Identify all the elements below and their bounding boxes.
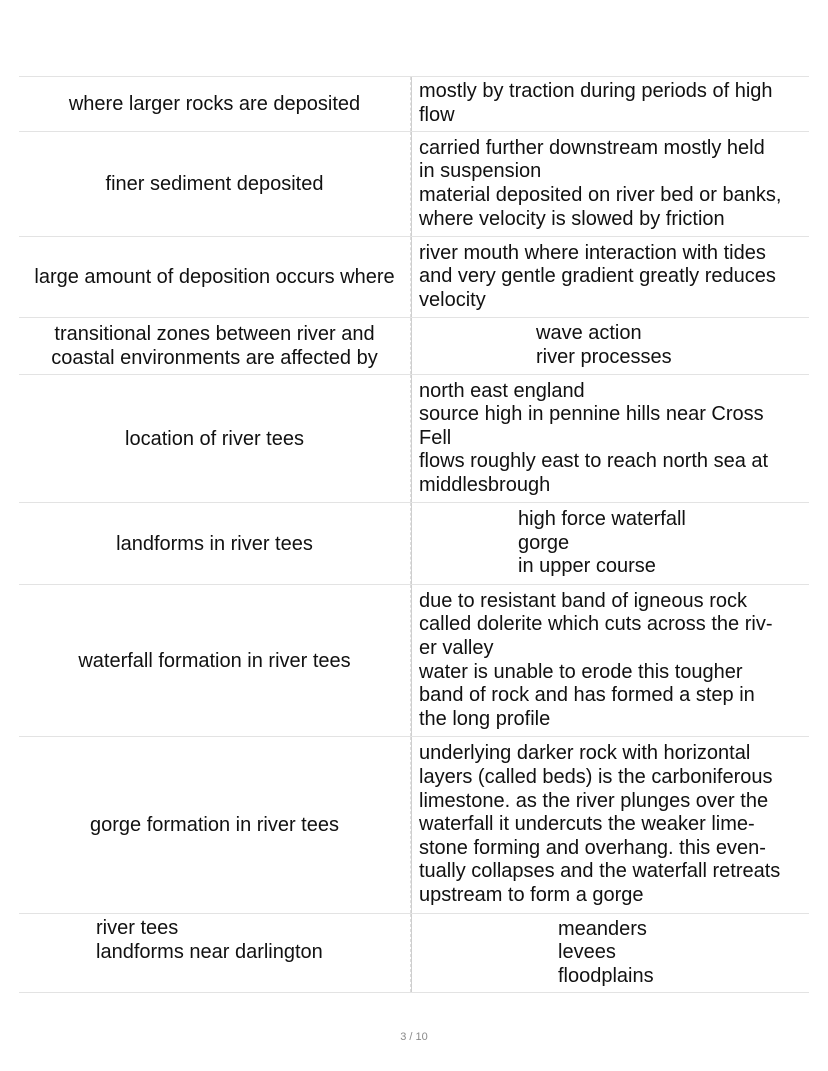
table-row — [19, 317, 809, 374]
definition-line: the long profile — [419, 707, 551, 730]
term-text: where larger rocks are deposited — [68, 93, 361, 115]
definition-line: due to resistant band of igneous rock — [419, 589, 747, 612]
definition-line: wave action — [536, 322, 642, 345]
term-text: landforms near darlington — [96, 941, 323, 963]
definition-line: middlesbrough — [419, 473, 551, 496]
term-cell — [19, 503, 411, 584]
flashcard-table — [19, 76, 809, 993]
term-cell — [19, 132, 411, 236]
table-row — [19, 736, 809, 913]
term-text: finer sediment deposited — [105, 173, 324, 195]
term-cell — [19, 914, 411, 992]
definition-line: upstream to form a gorge — [419, 883, 644, 906]
definition-line: material deposited on river bed or banks, — [419, 184, 782, 206]
term-text: waterfall formation in river tees — [78, 649, 351, 672]
definition-line: layers (called beds) is the carboniferous — [419, 766, 773, 789]
definition-cell — [411, 318, 809, 374]
term-cell — [19, 737, 411, 913]
definition-line: mostly by traction during periods of high — [419, 80, 773, 103]
definition-line: waterfall it undercuts the weaker lime- — [419, 813, 755, 836]
definition-line: limestone. as the river plunges over the — [419, 789, 769, 812]
term-text: landforms in river tees — [116, 532, 313, 555]
definition-line: water is unable to erode this tougher — [419, 660, 743, 683]
definition-cell — [411, 132, 809, 236]
table-row — [19, 913, 809, 993]
definition-line: river processes — [536, 346, 672, 368]
definition-line: Fell — [419, 426, 452, 449]
definition-line: tually collapses and the waterfall retreats — [419, 860, 781, 883]
definition-cell — [411, 914, 809, 992]
definition-line: gorge — [518, 531, 570, 554]
definition-line: underlying darker rock with horizontal — [419, 742, 751, 765]
definition-line: in upper course — [518, 555, 656, 578]
definition-line: river mouth where interaction with tides — [419, 241, 766, 264]
definition-line: in suspension — [419, 160, 542, 183]
definition-line: and very gentle gradient greatly reduces — [419, 265, 776, 288]
definition-cell — [411, 77, 809, 131]
term-cell — [19, 237, 411, 317]
table-row — [19, 236, 809, 317]
definition-line: velocity — [419, 288, 486, 311]
term-cell — [19, 585, 411, 736]
definition-cell — [411, 585, 809, 736]
definition-line: where velocity is slowed by friction — [419, 207, 725, 230]
term-text: coastal environments are affected by — [51, 347, 378, 369]
table-row — [19, 502, 809, 584]
table-row — [19, 76, 809, 131]
definition-line: high force waterfall — [518, 508, 686, 531]
definition-line: er valley — [419, 636, 494, 659]
term-text: large amount of deposition occurs where — [34, 266, 395, 288]
term-text: location of river tees — [125, 427, 304, 450]
term-text: transitional zones between river and — [54, 323, 375, 345]
table-row — [19, 131, 809, 236]
term-cell — [19, 77, 411, 131]
definition-line: carried further downstream mostly held — [419, 136, 765, 159]
definition-line: source high in pennine hills near Cross — [419, 403, 764, 426]
term-text: river tees — [96, 917, 179, 939]
definition-line: flows roughly east to reach north sea at — [419, 450, 769, 473]
page-number: 3 / 10 — [400, 1031, 428, 1043]
definition-line: meanders — [558, 917, 647, 940]
term-cell — [19, 375, 411, 502]
definition-line: band of rock and has formed a step in — [419, 684, 755, 707]
definition-line: floodplains — [558, 964, 654, 987]
definition-line: north east england — [419, 379, 585, 402]
definition-cell — [411, 737, 809, 913]
definition-line: called dolerite which cuts across the riv- — [419, 613, 773, 636]
definition-cell — [411, 237, 809, 317]
term-cell — [19, 318, 411, 374]
definition-cell — [411, 503, 809, 584]
definition-line: flow — [419, 104, 455, 126]
table-row — [19, 374, 809, 502]
table-row — [19, 584, 809, 736]
definition-cell — [411, 375, 809, 502]
term-text: gorge formation in river tees — [89, 814, 339, 836]
definition-line: levees — [558, 941, 616, 964]
definition-line: stone forming and overhang. this even- — [419, 836, 766, 859]
